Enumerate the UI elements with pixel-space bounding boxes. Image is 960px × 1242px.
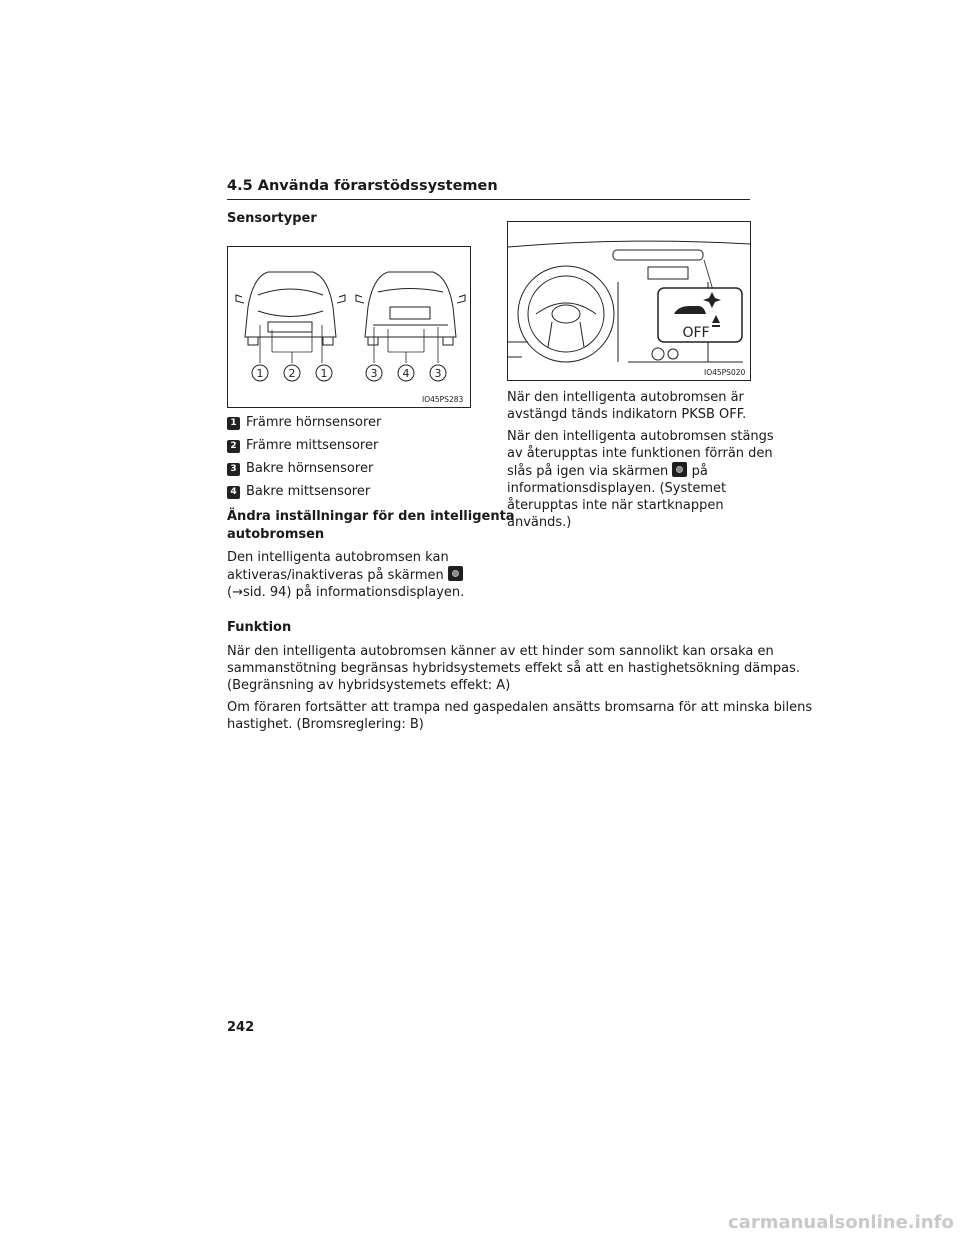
function-paragraph-1: När den intelligenta autobromsen känner av ett hinder som sannolikt kan orsaka en sammanstötning begränsas hybridsystemets effekt så att en hastighetsökning dämpas. (Begränsning av hybridsystemets effekt: A) (227, 644, 801, 693)
callout-2: 2 (288, 367, 296, 380)
dashboard-figure (507, 221, 751, 381)
list-item: 2 Främre mittsensorer (227, 437, 378, 454)
function-paragraph-2: Om föraren fortsätter att trampa ned gaspedalen ansätts bromsarna för att minska bilens hastighet. (Bromsreglering: B) (227, 700, 813, 732)
header-rule (227, 199, 750, 200)
callout-1a: 1 (256, 367, 264, 380)
settings-heading: Ändra inställningar för den intelligenta autobromsen (227, 509, 515, 542)
settings-paragraph: Den intelligenta autobromsen kan aktiveras/inaktiveras på skärmen (→sid. 94) på informationsdisplayen. (227, 550, 465, 600)
page-number: 242 (227, 1020, 255, 1035)
list-item: 3 Bakre hörnsensorer (227, 460, 373, 477)
car-sensor-diagram (228, 247, 470, 407)
section-header: 4.5 Använda förarstödssystemen (227, 178, 498, 194)
sensor-types-heading: Sensortyper (227, 211, 317, 226)
watermark: carmanualsonline.info (728, 1212, 954, 1233)
callout-3b: 3 (434, 367, 442, 380)
settings-gear-icon (448, 566, 463, 581)
dashboard-diagram (508, 222, 750, 380)
list-item: 1 Främre hörnsensorer (227, 414, 381, 431)
function-heading: Funktion (227, 620, 292, 635)
figure-code: IO45PS283 (422, 395, 464, 404)
figure-code: IO45PS020 (704, 368, 746, 377)
pksb-off-indicator: OFF (682, 325, 710, 341)
callout-4: 4 (402, 367, 410, 380)
settings-gear-icon (672, 462, 687, 477)
callout-3a: 3 (370, 367, 378, 380)
callout-1b: 1 (320, 367, 328, 380)
pksb-paragraph-2: När den intelligenta autobromsen stängs av återupptas inte funktionen förrän den slås på igen via skärmen på informationsdisplayen. (Systemet återupptas inte när startknappen används.) (507, 429, 774, 530)
pksb-paragraph-1: När den intelligenta autobromsen är avstängd tänds indikatorn PKSB OFF. (507, 390, 747, 422)
sensor-figure (227, 246, 471, 408)
list-item: 4 Bakre mittsensorer (227, 483, 370, 500)
